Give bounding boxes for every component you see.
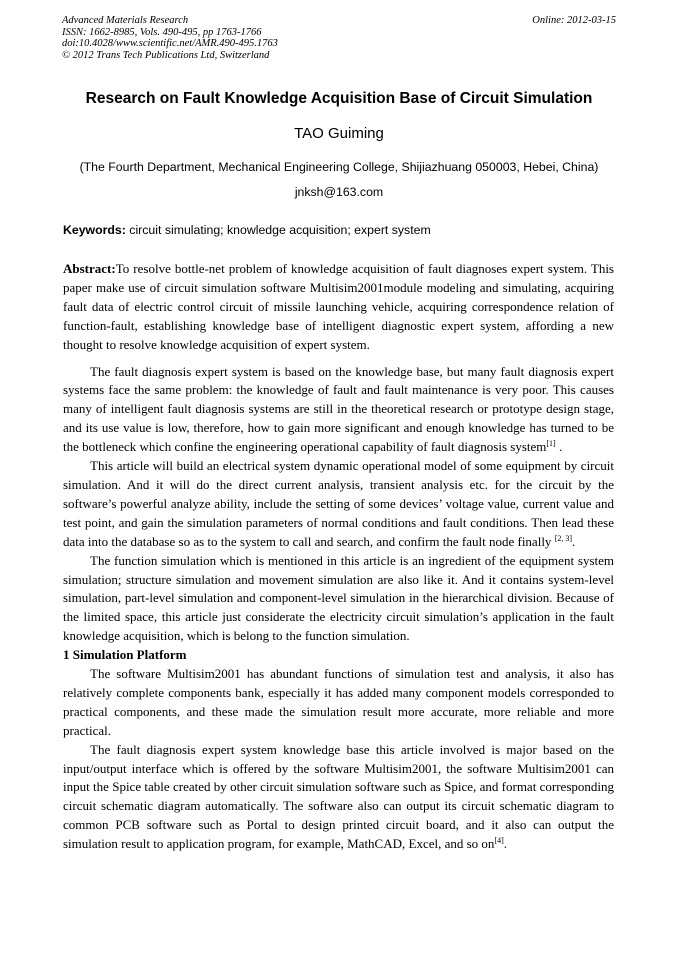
keywords [63,223,623,237]
abstract [63,260,614,355]
keywords-label: Keywords: [63,223,126,237]
paragraph-text: This article will build an electrical system dynamic operational model of some equipment by circuit simulation. And it will do the direct current analysis, transient analysis etc. for the circuit by the software’s powerful analyze ability, include the setting of some devices’ voltage value, current value and test point, and gain the simulation parameters of normal conditions and fault conditions. Then lead these data into the database so as to the system to call and search, and confirm the fault node finally [63,458,614,549]
issn-line: ISSN: 1662-8985, Vols. 490-495, pp 1763-1766 [62,26,262,38]
doi-line: doi:10.4028/www.scientific.net/AMR.490-495.1763 [62,38,278,50]
citation-ref: [2, 3] [554,533,573,543]
paragraph-text: The fault diagnosis expert system is based on the knowledge base, but many fault diagnosis expert systems face the same problem: the knowledge of fault and fault maintenance is very poor. This causes many of intelligent fault diagnosis systems are still in the theoretical research or prototype design stage, and its use value is low, therefore, how to gain more significant and enough knowledge has turned to be the bottleneck which confine the engineering operational capability of fault diagnosis system [63,363,614,455]
author-name: TAO Guiming [294,125,384,142]
paragraph-intro-2 [63,457,614,552]
paragraph-intro-3: The function simulation which is mentioned in this article is an ingredient of the equipment system simulation; structure simulation and movement simulation are also like it. And it contains system-level simulation, part-level simulation and component-level simulation in the hierarchical division. Because of the limited space, this article just considerate the electricity circuit simulation’s application in the fault knowledge acquisition, which is belong to the function simulation. [63,552,614,644]
paper-body [63,260,614,854]
paragraph-intro-1 [63,363,614,458]
author-email: jnksh@163.com [294,185,384,199]
paragraph-end: . [555,439,563,455]
paragraph-platform-2 [63,741,614,854]
journal-name: Advanced Materials Research [62,15,189,26]
paragraph-end: . [503,836,508,852]
paragraph-end: . [572,533,576,549]
paragraph-text: The fault diagnosis expert system knowledge base this article involved is major based on the input/output interface which is offered by the software Multisim2001, the software Multisim2001 can input the Spice table created by other circuit simulation software such as Spice, and format corresponding circuit schematic diagram automatically. The software also can output its circuit schematic diagram to common PCB software such as Portal to design printed circuit board, and it also can output the simulation result to application program, for example, MathCAD, Excel, and so on [63,741,614,852]
author-affiliation: (The Fourth Department, Mechanical Engineering College, Shijiazhuang 050003, Hebei, China) [79,160,599,174]
journal-header [62,15,616,61]
abstract-label: Abstract: [63,261,116,276]
citation-ref: [1] [546,439,556,449]
copyright-line: © 2012 Trans Tech Publications Ltd, Switzerland [62,49,270,61]
online-date: Online: 2012-03-15 [532,15,616,26]
paragraph-platform-1: The software Multisim2001 has abundant functions of simulation test and analysis, it also has relatively complete components bank, especially it has added many component models corresponded to practical components, and these made the simulation result more accurate, more reliable and more practical. [63,666,614,738]
abstract-text: To resolve bottle-net problem of knowledge acquisition of fault diagnoses expert system. This paper make use of circuit simulation software Multisim2001module modeling and simulating, acquiring fault data of electric control circuit of missile launching vehicle, acquiring correspondence relation of function-fault, establishing knowledge base of intelligent diagnostic expert system, affording a new thought to resolve knowledge acquisition of expert system. [63,261,614,352]
citation-ref: [4] [494,836,504,846]
section-heading: 1 Simulation Platform [63,647,187,663]
keywords-text: circuit simulating; knowledge acquisition; expert system [129,223,431,237]
paper-title: Research on Fault Knowledge Acquisition Base of Circuit Simulation [85,90,593,107]
